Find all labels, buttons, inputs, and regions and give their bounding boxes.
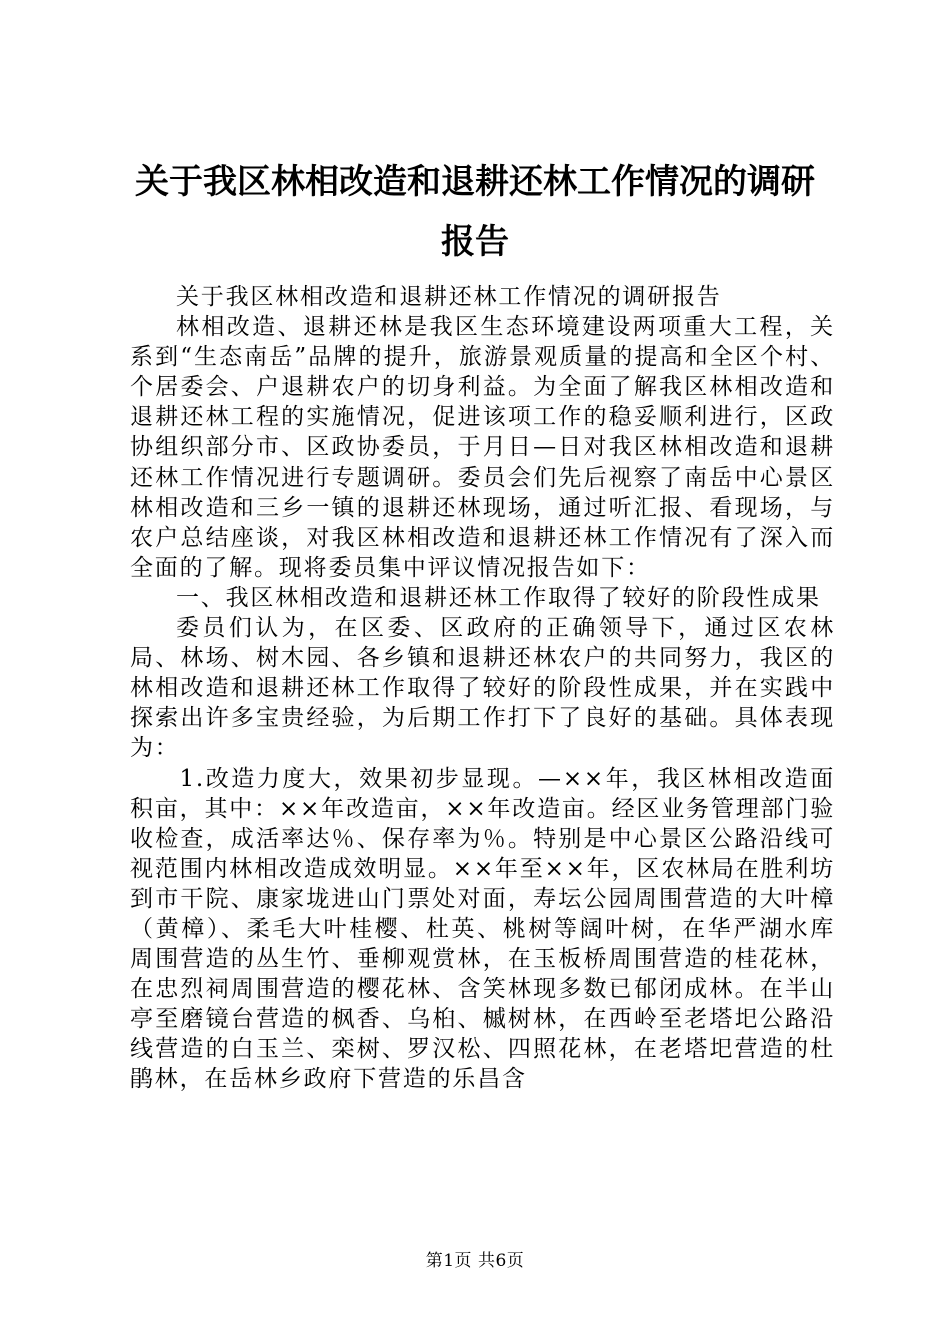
body-paragraph: 委员们认为，在区委、区政府的正确领导下，通过区农林局、林场、树木园、各乡镇和退耕还林农户的共同努力，我区的林相改造和退耕还林工作取得了较好的阶段性成果，并在实践中探索出许多宝贵经验，为后期工作打下了良好的基础。具体表现为： [130,615,835,762]
subtitle-paragraph: 关于我区林相改造和退耕还林工作情况的调研报告 [176,284,722,310]
document-title-line-2: 报告 [441,222,509,262]
page-footer: 第1页 共6页 [425,1251,525,1271]
section-heading: 一、我区林相改造和退耕还林工作取得了较好的阶段性成果 [176,584,821,611]
numbered-paragraph: 1.改造力度大，效果初步显现。—××年，我区林相改造面积亩，其中：××年改造亩，××年改造亩。经区业务管理部门验收检查，成活率达％、保存率为％。特别是中心景区公路沿线可视范围内林相改造成效明显。××年至××年，区农林局在胜利坊到市干院、康家垅进山门票处对面，寿坛公园周围营造的大叶樟（黄樟）、柔毛大叶桂樱、杜英、桃树等阔叶树，在华严湖水库周围营造的丛生竹、垂柳观赏林，在玉板桥周围营造的桂花林，在忠烈祠周围营造的樱花林、含笑林现多数已郁闭成林。在半山亭至磨镜台营造的枫香、乌桕、槭树林，在西岭至老塔圯公路沿线营造的白玉兰、栾树、罗汉松、四照花林，在老塔圯营造的杜鹃林，在岳林乡政府下营造的乐昌含 [130,765,835,1093]
document-title-line-1: 关于我区林相改造和退耕还林工作情况的调研 [135,162,815,202]
document-body [130,282,835,1095]
intro-paragraph: 林相改造、退耕还林是我区生态环境建设两项重大工程，关系到“生态南岳”品牌的提升，旅游景观质量的提高和全区个村、个居委会、户退耕农户的切身利益。为全面了解我区林相改造和退耕还林工程的实施情况，促进该项工作的稳妥顺利进行，区政协组织部分市、区政协委员，于月日—日对我区林相改造和退耕还林工作情况进行专题调研。委员会们先后视察了南岳中心景区林相改造和三乡一镇的退耕还林现场，通过听汇报、看现场，与农户总结座谈，对我区林相改造和退耕还林工作情况有了深入而全面的了解。现将委员集中评议情况报告如下： [130,314,835,581]
